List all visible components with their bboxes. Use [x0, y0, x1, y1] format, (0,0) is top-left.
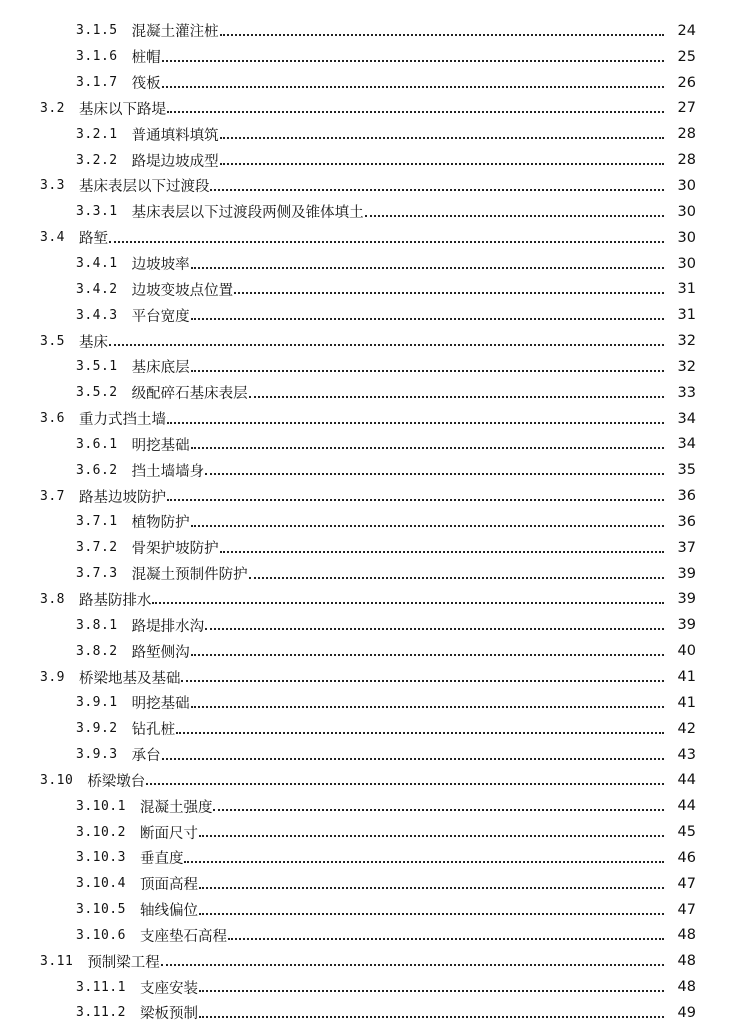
dot-leader	[109, 333, 664, 349]
toc-section-entry[interactable]	[0, 96, 732, 122]
dot-leader	[161, 953, 664, 969]
toc-entry-number: 3.8	[40, 591, 65, 607]
toc-subsection-entry[interactable]	[0, 897, 732, 923]
toc-page-number: 47	[677, 901, 696, 918]
dot-leader	[191, 695, 664, 711]
dot-leader	[176, 721, 664, 737]
toc-subsection-entry[interactable]	[0, 380, 732, 406]
toc-page-number: 48	[677, 979, 696, 996]
dot-leader	[205, 617, 664, 633]
toc-entry-title: 挡土墙墙身	[131, 463, 205, 480]
toc-entry-title: 平台宽度	[131, 308, 190, 325]
table-of-contents	[0, 18, 732, 1026]
toc-entry-number: 3.4.1	[76, 256, 118, 272]
toc-subsection-entry[interactable]	[0, 716, 732, 742]
toc-entry-number: 3.5	[40, 333, 65, 349]
toc-page-number: 30	[677, 229, 696, 246]
dot-leader	[191, 643, 664, 659]
toc-section-entry[interactable]	[0, 587, 732, 613]
dot-leader	[199, 902, 664, 918]
toc-subsection-entry[interactable]	[0, 70, 732, 96]
dot-leader	[199, 876, 664, 892]
toc-entry-title: 路堑侧沟	[131, 644, 190, 661]
toc-subsection-entry[interactable]	[0, 845, 732, 871]
dot-leader	[210, 178, 664, 194]
toc-page-number: 40	[677, 643, 696, 660]
toc-entry-number: 3.7	[40, 488, 65, 504]
dot-leader	[205, 462, 664, 478]
toc-subsection-entry[interactable]	[0, 871, 732, 897]
dot-leader	[199, 979, 664, 995]
toc-section-entry[interactable]	[0, 948, 732, 974]
toc-subsection-entry[interactable]	[0, 742, 732, 768]
toc-section-entry[interactable]	[0, 406, 732, 432]
toc-entry-number: 3.3.1	[76, 204, 118, 220]
toc-entry-title: 垂直度	[139, 851, 184, 868]
toc-subsection-entry[interactable]	[0, 457, 732, 483]
dot-leader	[199, 1005, 664, 1021]
toc-page-number: 33	[677, 384, 696, 401]
toc-section-entry[interactable]	[0, 173, 732, 199]
toc-entry-number: 3.8.2	[76, 643, 118, 659]
toc-entry-number: 3.7.1	[76, 514, 118, 530]
dot-leader	[220, 126, 664, 142]
toc-entry-title: 路基边坡防护	[78, 489, 166, 506]
toc-entry-number: 3.2.1	[76, 126, 118, 142]
toc-page-number: 41	[677, 694, 696, 711]
toc-subsection-entry[interactable]	[0, 432, 732, 458]
toc-entry-number: 3.6.2	[76, 462, 118, 478]
toc-entry-number: 3.10.1	[76, 798, 126, 814]
toc-entry-number: 3.10.2	[76, 824, 126, 840]
toc-entry-number: 3.11	[40, 953, 74, 969]
toc-entry-number: 3.5.2	[76, 385, 118, 401]
toc-page-number: 28	[677, 152, 696, 169]
toc-subsection-entry[interactable]	[0, 535, 732, 561]
toc-section-entry[interactable]	[0, 483, 732, 509]
toc-page-number: 39	[677, 565, 696, 582]
toc-entry-number: 3.4.2	[76, 281, 118, 297]
toc-subsection-entry[interactable]	[0, 1000, 732, 1026]
toc-subsection-entry[interactable]	[0, 121, 732, 147]
toc-page-number: 34	[677, 436, 696, 453]
toc-subsection-entry[interactable]	[0, 690, 732, 716]
toc-subsection-entry[interactable]	[0, 793, 732, 819]
dot-leader	[220, 540, 664, 556]
toc-entry-number: 3.10.5	[76, 902, 126, 918]
toc-entry-title: 明挖基础	[131, 437, 190, 454]
dot-leader	[109, 230, 664, 246]
toc-section-entry[interactable]	[0, 767, 732, 793]
dot-leader	[365, 204, 664, 220]
toc-entry-title: 重力式挡土墙	[78, 412, 166, 429]
toc-page-number: 36	[677, 488, 696, 505]
dot-leader	[220, 23, 664, 39]
toc-page-number: 41	[677, 669, 696, 686]
toc-entry-number: 3.6.1	[76, 436, 118, 452]
toc-entry-number: 3.5.1	[76, 359, 118, 375]
toc-page-number: 31	[677, 307, 696, 324]
toc-page-number: 48	[677, 953, 696, 970]
toc-page-number: 26	[677, 74, 696, 91]
toc-entry-title: 基床表层以下过渡段两侧及锥体填土	[131, 205, 364, 222]
toc-entry-number: 3.3	[40, 178, 65, 194]
toc-entry-title: 骨架护坡防护	[131, 541, 219, 558]
toc-section-entry[interactable]	[0, 664, 732, 690]
toc-entry-number: 3.10	[40, 772, 74, 788]
toc-entry-number: 3.11.2	[76, 1005, 126, 1021]
toc-page-number: 49	[677, 1004, 696, 1021]
toc-entry-title: 边坡坡率	[131, 257, 190, 274]
dot-leader	[220, 152, 664, 168]
toc-entry-number: 3.9.3	[76, 747, 118, 763]
dot-leader	[191, 514, 664, 530]
toc-entry-number: 3.11.1	[76, 979, 126, 995]
toc-entry-title: 桥梁墩台	[87, 773, 146, 790]
toc-entry-number: 3.1.6	[76, 49, 118, 65]
toc-subsection-entry[interactable]	[0, 561, 732, 587]
dot-leader	[162, 747, 664, 763]
toc-entry-title: 钻孔桩	[131, 722, 176, 739]
toc-entry-title: 路基防排水	[78, 592, 152, 609]
dot-leader	[191, 436, 664, 452]
toc-entry-number: 3.9.1	[76, 695, 118, 711]
toc-entry-number: 3.2.2	[76, 152, 118, 168]
toc-page-number: 45	[677, 824, 696, 841]
dot-leader	[191, 359, 664, 375]
toc-entry-number: 3.4	[40, 230, 65, 246]
toc-entry-number: 3.10.6	[76, 927, 126, 943]
toc-page-number: 30	[677, 203, 696, 220]
toc-page-number: 37	[677, 539, 696, 556]
toc-entry-title: 基床底层	[131, 360, 190, 377]
toc-page-number: 42	[677, 720, 696, 737]
toc-entry-title: 桩帽	[131, 50, 161, 67]
toc-entry-number: 3.2	[40, 100, 65, 116]
dot-leader	[228, 927, 664, 943]
toc-page-number: 36	[677, 513, 696, 530]
dot-leader	[213, 798, 664, 814]
toc-subsection-entry[interactable]	[0, 612, 732, 638]
toc-page-number: 32	[677, 333, 696, 350]
toc-page-number: 47	[677, 875, 696, 892]
toc-subsection-entry[interactable]	[0, 147, 732, 173]
toc-subsection-entry[interactable]	[0, 638, 732, 664]
toc-entry-number: 3.10.4	[76, 876, 126, 892]
toc-page-number: 39	[677, 617, 696, 634]
dot-leader	[191, 256, 664, 272]
toc-entry-number: 3.8.1	[76, 617, 118, 633]
toc-entry-title: 基床	[78, 334, 108, 351]
toc-entry-title: 植物防护	[131, 515, 190, 532]
dot-leader	[152, 591, 664, 607]
toc-page-number: 25	[677, 48, 696, 65]
toc-page-number: 24	[677, 22, 696, 39]
toc-subsection-entry[interactable]	[0, 819, 732, 845]
toc-page-number: 31	[677, 281, 696, 298]
toc-subsection-entry[interactable]	[0, 354, 732, 380]
dot-leader	[167, 488, 664, 504]
toc-subsection-entry[interactable]	[0, 251, 732, 277]
toc-page-number: 32	[677, 358, 696, 375]
toc-entry-title: 普通填料填筑	[131, 127, 219, 144]
toc-entry-number: 3.7.3	[76, 566, 118, 582]
toc-page-number: 48	[677, 927, 696, 944]
toc-subsection-entry[interactable]	[0, 302, 732, 328]
toc-section-entry[interactable]	[0, 225, 732, 251]
toc-entry-number: 3.10.3	[76, 850, 126, 866]
toc-page-number: 35	[677, 462, 696, 479]
toc-entry-title: 轴线偏位	[139, 903, 198, 920]
toc-entry-title: 承台	[131, 748, 161, 765]
toc-page-number: 44	[677, 772, 696, 789]
toc-entry-title: 混凝土强度	[139, 799, 213, 816]
toc-entry-title: 预制梁工程	[87, 954, 160, 971]
toc-entry-title: 基床表层以下过渡段	[78, 179, 210, 196]
toc-entry-number: 3.7.2	[76, 540, 118, 556]
dot-leader	[199, 824, 664, 840]
toc-entry-number: 3.1.7	[76, 75, 118, 91]
toc-page-number: 30	[677, 177, 696, 194]
toc-entry-number: 3.9	[40, 669, 65, 685]
toc-subsection-entry[interactable]	[0, 974, 732, 1000]
dot-leader	[184, 850, 664, 866]
toc-entry-title: 级配碎石基床表层	[131, 386, 248, 403]
dot-leader	[167, 411, 664, 427]
toc-entry-number: 3.4.3	[76, 307, 118, 323]
toc-page-number: 39	[677, 591, 696, 608]
dot-leader	[146, 772, 664, 788]
toc-section-entry[interactable]	[0, 328, 732, 354]
toc-entry-title: 顶面高程	[139, 877, 198, 894]
toc-entry-title: 边坡变坡点位置	[131, 282, 234, 299]
toc-entry-title: 基床以下路堤	[78, 101, 166, 118]
toc-page-number: 43	[677, 746, 696, 763]
toc-subsection-entry[interactable]	[0, 18, 732, 44]
toc-page-number: 27	[677, 100, 696, 117]
toc-entry-title: 支座垫石高程	[139, 928, 227, 945]
toc-entry-title: 断面尺寸	[139, 825, 198, 842]
toc-entry-title: 明挖基础	[131, 696, 190, 713]
dot-leader	[191, 307, 664, 323]
dot-leader	[234, 281, 664, 297]
toc-entry-title: 桥梁地基及基础	[78, 670, 181, 687]
toc-subsection-entry[interactable]	[0, 923, 732, 949]
dot-leader	[249, 385, 664, 401]
toc-entry-title: 混凝土灌注桩	[131, 24, 219, 41]
toc-entry-title: 混凝土预制件防护	[131, 567, 248, 584]
dot-leader	[167, 100, 664, 116]
dot-leader	[162, 49, 664, 65]
toc-entry-title: 梁板预制	[139, 1006, 198, 1023]
toc-page-number: 28	[677, 126, 696, 143]
toc-entry-title: 支座安装	[139, 980, 198, 997]
toc-entry-number: 3.6	[40, 411, 65, 427]
toc-page-number: 44	[677, 798, 696, 815]
toc-page-number: 34	[677, 410, 696, 427]
dot-leader	[181, 669, 664, 685]
toc-entry-title: 路堤排水沟	[131, 618, 205, 635]
dot-leader	[162, 75, 664, 91]
dot-leader	[249, 566, 664, 582]
toc-entry-number: 3.9.2	[76, 721, 118, 737]
toc-subsection-entry[interactable]	[0, 199, 732, 225]
toc-page-number: 46	[677, 849, 696, 866]
toc-subsection-entry[interactable]	[0, 276, 732, 302]
toc-subsection-entry[interactable]	[0, 44, 732, 70]
toc-entry-title: 路堤边坡成型	[131, 153, 219, 170]
toc-entry-title: 筏板	[131, 76, 161, 93]
toc-page-number: 30	[677, 255, 696, 272]
toc-entry-number: 3.1.5	[76, 23, 118, 39]
toc-subsection-entry[interactable]	[0, 509, 732, 535]
toc-entry-title: 路堑	[78, 231, 108, 248]
